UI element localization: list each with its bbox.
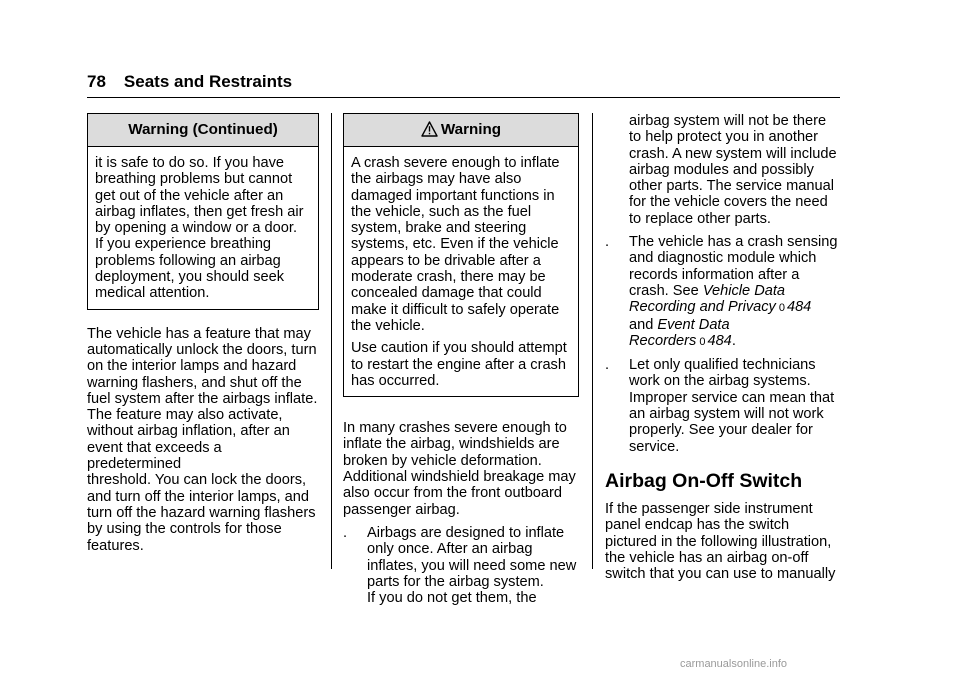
warning-box (343, 113, 579, 397)
text-line: on the interior lamps and hazard (87, 358, 297, 375)
warning-line: it is safe to do so. If you have (95, 155, 285, 171)
page-number: 78 (87, 72, 106, 91)
text-line: If you do not get them, the (367, 590, 537, 607)
warning-line: medical attention. (95, 285, 210, 302)
text-line: without airbag inflation, after an (87, 423, 290, 440)
text-line: also occur from the front outboard (343, 485, 563, 502)
text-line: If the passenger side instrument (605, 500, 813, 517)
bullet-marker: . (605, 357, 610, 374)
text-line: crash. See Vehicle Data (629, 282, 786, 299)
warning-line: system, brake and steering (351, 220, 527, 237)
page-header (87, 72, 840, 92)
text-line: other parts. The service manual (629, 178, 834, 195)
warning-line: the vehicle. (351, 317, 425, 334)
warning-line: by opening a window or a door. (95, 220, 298, 237)
bullet-text (629, 113, 840, 227)
text-line: The feature may also activate, (87, 407, 283, 424)
warning-line: the airbags may have also (351, 171, 522, 188)
text-line: panel endcap has the switch (605, 517, 790, 534)
text-line: work on the airbag systems. (629, 373, 811, 390)
text-line: automatically unlock the doors, turn (87, 341, 317, 358)
warning-line: concealed damage that could (351, 285, 542, 302)
warning-line: get out of the vehicle after an (95, 187, 284, 204)
text-line: inflate the airbag, windshields are (343, 436, 560, 453)
windshield-paragraph (343, 420, 579, 518)
warning-header (344, 114, 578, 147)
text-line: Airbags are designed to inflate (367, 524, 565, 541)
warning-title: Warning (440, 121, 502, 138)
text-line: only once. After an airbag (367, 541, 533, 558)
text-line: the vehicle has an airbag on-off (605, 549, 809, 566)
bullet-marker: . (343, 524, 348, 541)
crash-unlock-paragraph (87, 326, 319, 554)
column-1 (87, 113, 319, 554)
text-line: airbag modules and possibly (629, 161, 814, 178)
text-line: broken by vehicle deformation. (343, 452, 542, 469)
text-line: and turn off the interior lamps, and (87, 488, 310, 505)
warning-line: the vehicle, such as the fuel (351, 203, 532, 220)
event-data-link[interactable]: Event Data (657, 316, 730, 333)
text-line: threshold. You can lock the doors, (87, 472, 307, 489)
text-line: passenger airbag. (343, 501, 460, 518)
warning-line: breathing problems but cannot (95, 171, 293, 188)
warning-line: If you experience breathing (95, 236, 272, 253)
warning-line: airbag inflates, then get fresh air (95, 203, 304, 220)
column-2 (343, 113, 579, 606)
text-line: pictured in the following illustration, (605, 533, 832, 550)
section-title: Seats and Restraints (123, 72, 293, 91)
warning-continued-box (87, 113, 319, 310)
warning-line: appears to be drivable after a (351, 252, 541, 269)
warning-line: make it difficult to safely operate (351, 301, 560, 318)
text-line: service. (629, 438, 680, 455)
bullet-text (629, 357, 840, 455)
bullet-item (343, 525, 579, 606)
text-line: event that exceeds a predetermined (87, 439, 222, 473)
warning-line: A crash severe enough to inflate (351, 155, 560, 171)
text-line: to replace other parts. (629, 210, 771, 227)
warning-continued-title: Warning (Continued) (88, 114, 318, 147)
column-divider-1 (331, 113, 332, 569)
warning-line: Use caution if you should attempt (351, 340, 567, 357)
warning-continued-body (88, 147, 318, 309)
bullet-item (605, 357, 840, 455)
warning-line: has occurred. (351, 372, 440, 389)
bullet-marker: . (605, 234, 610, 251)
vehicle-data-link[interactable]: Vehicle Data (702, 282, 786, 299)
header-rule (87, 97, 840, 98)
text-line: turn off the hazard warning flashers (87, 504, 316, 521)
text-line (629, 299, 840, 316)
warning-line: to restart the engine after a crash (351, 356, 566, 373)
warning-body (344, 147, 578, 396)
text-line: features. (87, 537, 144, 554)
text-line: fuel system after the airbags inflate. (87, 390, 318, 407)
warning-line: problems following an airbag (95, 252, 281, 269)
text-line: records information after a (629, 266, 800, 283)
switch-paragraph (605, 501, 840, 582)
text-line: by using the controls for those (87, 521, 282, 538)
text-line: for the vehicle covers the need (629, 194, 828, 211)
text-line: and Event Data (629, 316, 730, 333)
text-line: The vehicle has a feature that may (87, 325, 311, 342)
page-ref[interactable]: 484 (707, 332, 732, 349)
page-ref-icon: 0 (778, 302, 785, 315)
warning-line: damaged important functions in (351, 187, 555, 204)
text-line: and diagnostic module which (629, 250, 817, 267)
text-line: switch that you can use to manually (605, 566, 836, 583)
text-line: to help protect you in another (629, 129, 819, 146)
column-divider-2 (592, 113, 593, 569)
text-line: The vehicle has a crash sensing (629, 234, 838, 251)
page-ref-icon: 0 (699, 335, 706, 348)
section-heading: Airbag On-Off Switch (605, 469, 803, 492)
bullet-text (629, 234, 840, 350)
watermark: carmanualsonline.info (680, 658, 788, 670)
page-ref[interactable]: 484 (786, 299, 812, 316)
text-line: Improper service can mean that (629, 389, 835, 406)
text-line: parts for the airbag system. (367, 573, 544, 590)
bullet-item (605, 234, 840, 350)
text-line: Additional windshield breakage may (343, 469, 576, 486)
text-line: Recorders 0 484. (629, 332, 736, 349)
text-line: Let only qualified technicians (629, 357, 816, 374)
bullet-text (367, 525, 579, 606)
warning-triangle-icon (421, 117, 438, 149)
text-line: inflates, you will need some new (367, 557, 577, 574)
text-line: warning flashers, and shut off the (87, 374, 302, 391)
column-3 (605, 113, 840, 582)
warning-line: systems, etc. Even if the vehicle (351, 236, 559, 253)
warning-line: moderate crash, there may be (351, 269, 546, 286)
text-line: an airbag system will not work (629, 406, 824, 423)
bullet-continued (605, 113, 840, 227)
text-line: In many crashes severe enough to (343, 420, 567, 437)
text-line: properly. See your dealer for (629, 422, 813, 439)
text-line: crash. A new system will include (629, 145, 837, 162)
text-line: airbag system will not be there (629, 113, 827, 129)
vehicle-data-link[interactable]: Recording and Privacy (629, 299, 776, 316)
warning-line: deployment, you should seek (95, 269, 285, 286)
event-data-link[interactable]: Recorders (629, 332, 697, 349)
